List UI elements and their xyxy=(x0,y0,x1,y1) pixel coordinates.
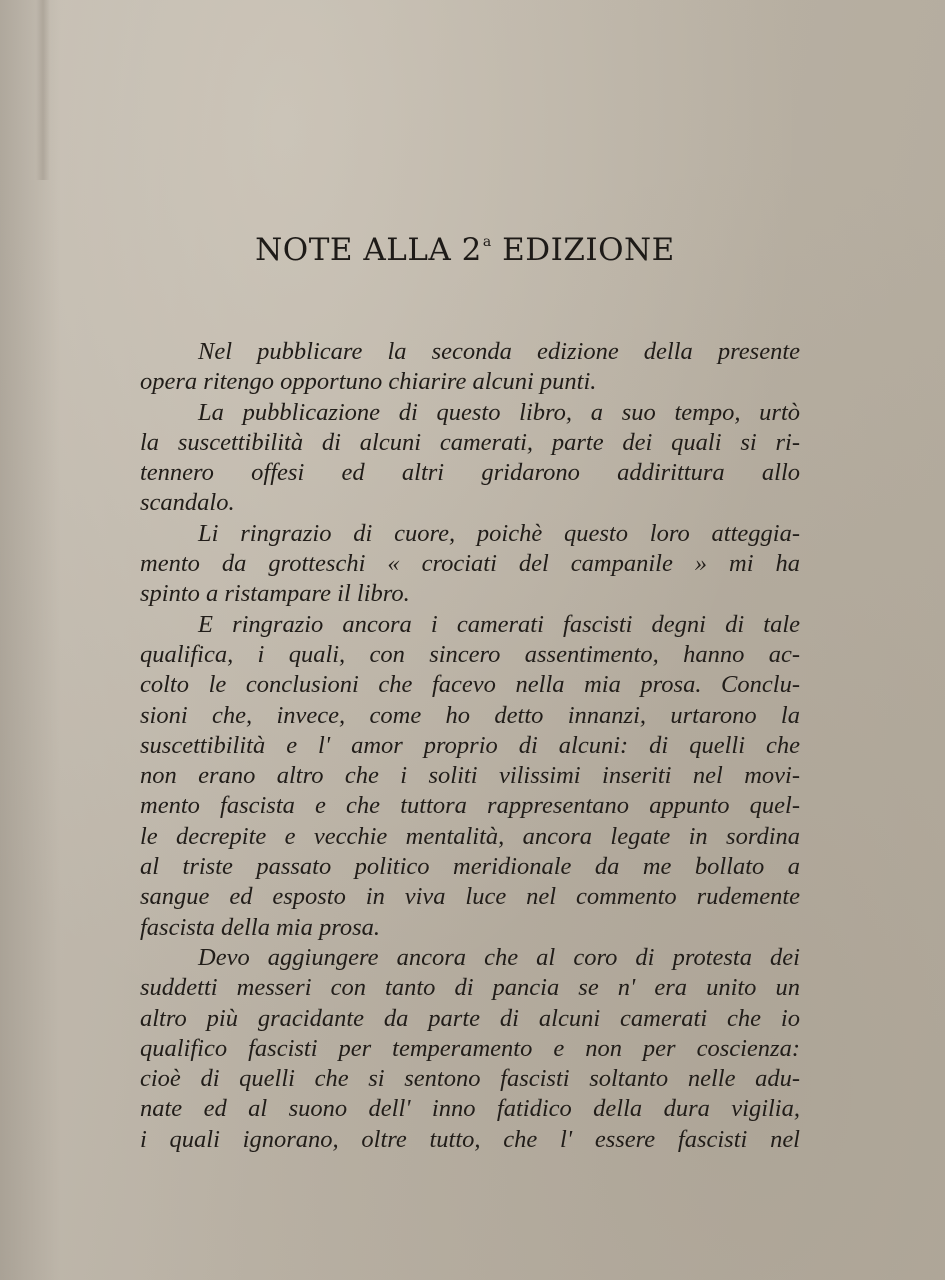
text-line: le decrepite e vecchie mentalità, ancora legate in sordina xyxy=(140,822,800,850)
text-line: opera ritengo opportuno chiarire alcuni punti. xyxy=(140,368,597,396)
text-line: tennero offesi ed altri gridarono addirittura allo xyxy=(140,459,800,487)
text-line: cioè di quelli che si sentono fascisti soltanto nelle adu- xyxy=(140,1065,800,1093)
title-rest: EDIZIONE xyxy=(502,232,675,268)
text-line: Li ringrazio di cuore, poichè questo loro atteggia- xyxy=(198,519,800,547)
title-superscript: a xyxy=(482,234,492,250)
title-main: NOTE ALLA 2 xyxy=(255,232,482,268)
text-line: la suscettibilità di alcuni camerati, parte dei quali si ri- xyxy=(140,428,800,456)
text-line: suscettibilità e l' amor proprio di alcuni: di quelli che xyxy=(140,731,800,759)
text-line: qualifico fascisti per temperamento e non per coscienza: xyxy=(140,1034,800,1062)
text-line: La pubblicazione di questo libro, a suo tempo, urtò xyxy=(198,398,800,426)
text-line: sioni che, invece, come ho detto innanzi, urtarono la xyxy=(140,701,800,729)
text-line: sangue ed esposto in viva luce nel commento rudemente xyxy=(140,883,800,911)
page-fold-mark xyxy=(36,0,50,180)
text-line: i quali ignorano, oltre tutto, che l' essere fascisti nel xyxy=(140,1125,800,1153)
text-line: scandalo. xyxy=(140,489,235,517)
text-line: colto le conclusioni che facevo nella mia prosa. Conclu- xyxy=(140,671,800,699)
text-line: non erano altro che i soliti vilissimi inseriti nel movi- xyxy=(140,762,800,790)
text-line: spinto a ristampare il libro. xyxy=(140,580,410,608)
page-edge-shadow xyxy=(0,0,60,1280)
page-title xyxy=(120,232,810,268)
text-line: Nel pubblicare la seconda edizione della presente xyxy=(198,338,800,365)
text-line: qualifica, i quali, con sincero assentimento, hanno ac- xyxy=(140,640,800,668)
text-line: al triste passato politico meridionale da me bollato a xyxy=(140,853,800,881)
text-line: mento da grotteschi « crociati del campanile » mi ha xyxy=(140,550,800,578)
text-line: fascista della mia prosa. xyxy=(140,913,381,941)
text-line: mento fascista e che tuttora rappresentano appunto quel- xyxy=(140,792,800,820)
text-line: suddetti messeri con tanto di pancia se n' era unito un xyxy=(140,974,800,1002)
text-line: altro più gracidante da parte di alcuni camerati che io xyxy=(140,1004,800,1032)
text-line: Devo aggiungere ancora che al coro di protesta dei xyxy=(198,943,800,971)
text-line: E ringrazio ancora i camerati fascisti degni di tale xyxy=(198,610,800,638)
body-text xyxy=(140,337,800,1155)
text-line: nate ed al suono dell' inno fatidico della dura vigilia, xyxy=(140,1095,800,1123)
